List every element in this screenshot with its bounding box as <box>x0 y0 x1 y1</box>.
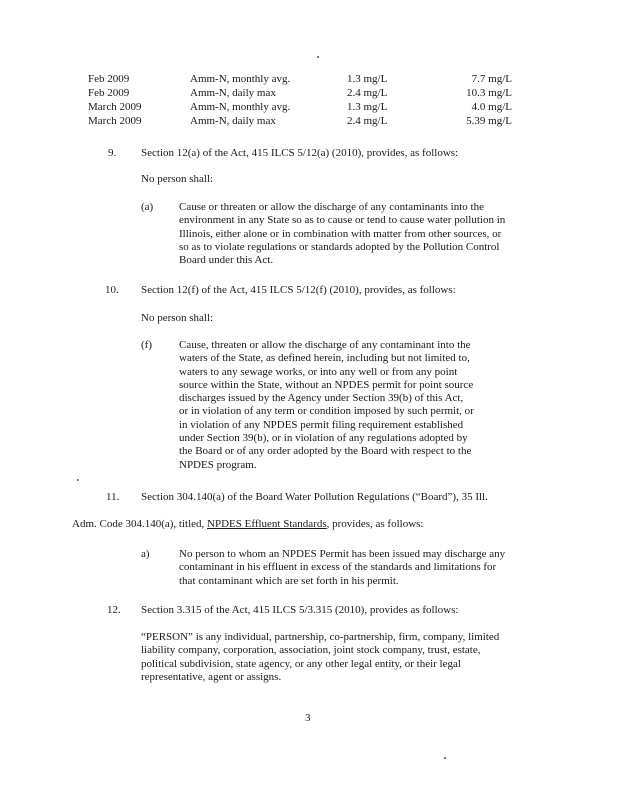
regulation-title: NPDES Effluent Standards <box>207 518 327 530</box>
scan-speck <box>444 757 446 759</box>
row-date: Feb 2009 <box>88 87 130 99</box>
sub-text-line: under Section 39(b), or in violation of any regulations adopted by <box>179 432 468 445</box>
paragraph-10-text: Section 12(f) of the Act, 415 ILCS 5/12(f) (2010), provides, as follows: <box>141 284 456 296</box>
row-value: 7.7 mg/L <box>471 73 512 85</box>
sub-text-line: NPDES program. <box>179 458 257 471</box>
definition-line: “PERSON” is any individual, partnership, co-partnership, firm, company, limited <box>141 631 500 643</box>
definition-line: representative, agent or assigns. <box>141 670 282 683</box>
sub-text-line: discharges issued by the Agency under Section 39(b) of this Act, <box>179 392 464 405</box>
row-parameter: Amm-N, daily max <box>190 115 276 127</box>
row-limit: 2.4 mg/L <box>347 87 388 99</box>
scan-speck <box>317 56 319 58</box>
definition-line: liability company, corporation, association, joint stock company, trust, estate, <box>141 644 481 657</box>
row-limit: 2.4 mg/L <box>347 115 388 127</box>
line2-before: Adm. Code 304.140(a), titled, <box>72 518 208 530</box>
sub-text-line: contaminant in his effluent in excess of the standards and limitations for <box>179 561 497 574</box>
paragraph-9-number: 9. <box>108 147 117 159</box>
table-row <box>0 115 619 128</box>
sub-text-line: the Board or of any order adopted by the Board with respect to the <box>179 445 472 458</box>
table-row <box>0 73 619 86</box>
paragraph-10-sub-text <box>179 339 474 472</box>
table-row <box>0 87 619 100</box>
sub-text-line: Illinois, either alone or in combination with matter from other sources, or <box>179 227 502 240</box>
page-number: 3 <box>305 712 311 724</box>
sub-text-line: waters of the State, as defined herein, including but not limited to, <box>179 352 470 365</box>
row-parameter: Amm-N, monthly avg. <box>190 73 291 85</box>
paragraph-10-number: 10. <box>105 284 119 296</box>
row-parameter: Amm-N, daily max <box>190 87 276 99</box>
person-definition <box>141 631 499 684</box>
definition-line: political subdivision, state agency, or any other legal entity, or their legal <box>141 657 461 670</box>
row-value: 4.0 mg/L <box>471 101 512 113</box>
table-row <box>0 101 619 114</box>
sub-text-line: Cause, threaten or allow the discharge of any contaminant into the <box>179 339 471 351</box>
paragraph-11-line1: Section 304.140(a) of the Board Water Pollution Regulations (“Board”), 35 Ill. <box>141 491 488 503</box>
sub-text-line: source within the State, without an NPDES permit for point source <box>179 378 474 391</box>
sub-text-line: or in violation of any term or condition imposed by such permit, or <box>179 405 474 418</box>
sub-text-line: in violation of any NPDES permit filing requirement established <box>179 418 464 431</box>
sub-text-line: Board under this Act. <box>179 254 274 267</box>
scan-speck <box>77 479 79 481</box>
row-value: 5.39 mg/L <box>466 115 512 127</box>
sub-text-line: waters to any sewage works, or into any well or from any point <box>179 365 458 378</box>
sub-text-line: that contaminant which are set forth in his permit. <box>179 574 399 587</box>
paragraph-10-intro: No person shall: <box>141 312 214 324</box>
row-date: March 2009 <box>88 115 142 127</box>
sub-text-line: No person to whom an NPDES Permit has been issued may discharge any <box>179 548 506 560</box>
paragraph-9-intro: No person shall: <box>141 173 214 185</box>
paragraph-11-sub-label: a) <box>141 548 150 560</box>
paragraph-11-line2 <box>72 518 423 531</box>
row-value: 10.3 mg/L <box>466 87 512 99</box>
row-limit: 1.3 mg/L <box>347 101 388 113</box>
row-limit: 1.3 mg/L <box>347 73 388 85</box>
paragraph-12-number: 12. <box>107 604 121 616</box>
sub-text-line: Cause or threaten or allow the discharge of any contaminants into the <box>179 201 484 213</box>
paragraph-9-sub-text <box>179 201 505 267</box>
line2-after: , provides, as follows: <box>326 518 424 530</box>
paragraph-11-sub-text <box>179 548 505 588</box>
paragraph-9-text: Section 12(a) of the Act, 415 ILCS 5/12(a) (2010), provides, as follows: <box>141 147 459 159</box>
paragraph-9-sub-label: (a) <box>141 201 154 213</box>
paragraph-12-text: Section 3.315 of the Act, 415 ILCS 5/3.315 (2010), provides as follows: <box>141 604 459 616</box>
row-parameter: Amm-N, monthly avg. <box>190 101 291 113</box>
sub-text-line: environment in any State so as to cause or tend to cause water pollution in <box>179 214 506 227</box>
paragraph-10-sub-label: (f) <box>141 339 152 351</box>
row-date: March 2009 <box>88 101 142 113</box>
paragraph-11-number: 11. <box>106 491 120 503</box>
row-date: Feb 2009 <box>88 73 130 85</box>
sub-text-line: so as to violate regulations or standards adopted by the Pollution Control <box>179 240 500 253</box>
